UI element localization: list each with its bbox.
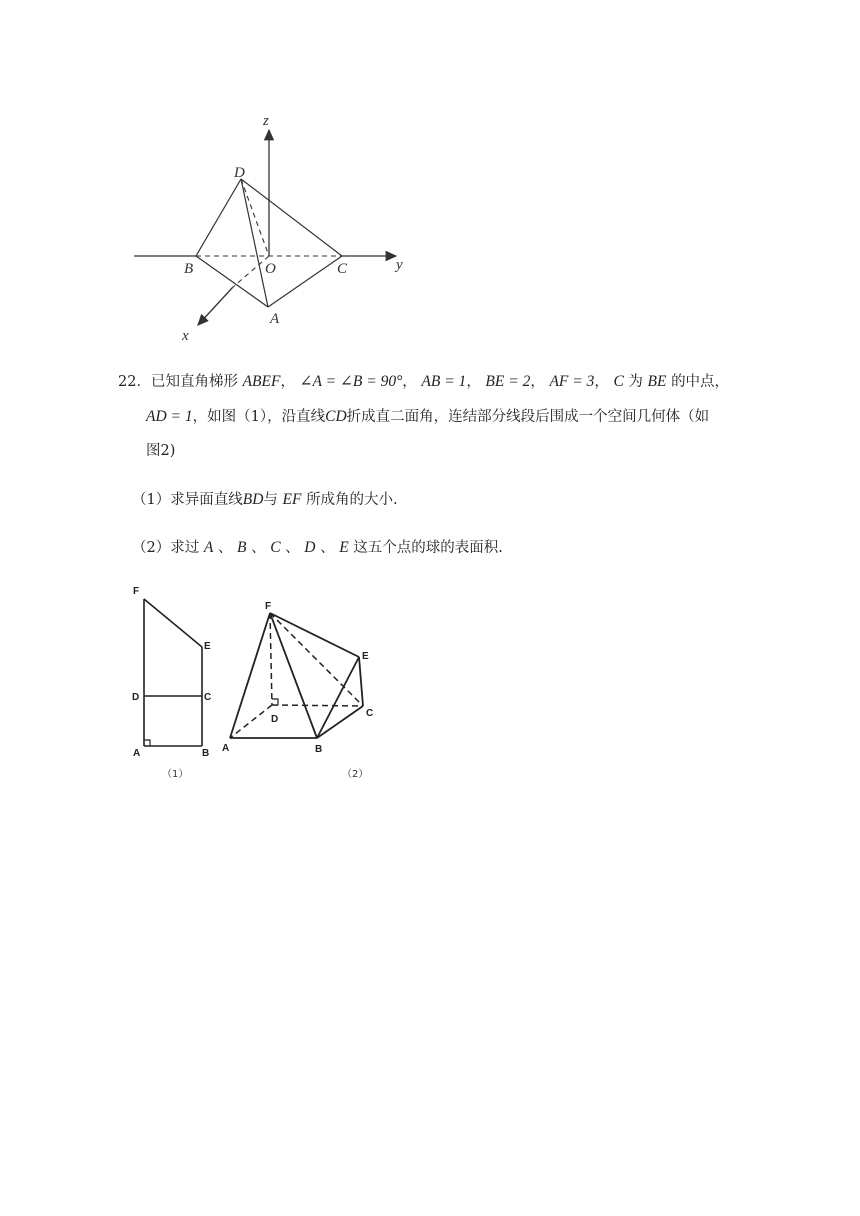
math-D: D [304, 539, 316, 556]
fig2-label-D: D [271, 714, 279, 725]
edge-CA [268, 256, 342, 307]
fig1-label-B: B [202, 748, 210, 759]
figure-coordinate-tetrahedron [120, 105, 430, 345]
math-BD: BD [242, 491, 264, 508]
math-angle: ∠A = ∠B = 90° [299, 373, 403, 390]
text: 与 [263, 492, 278, 508]
edge-BA [196, 256, 268, 307]
text: 已知直角梯形 [150, 374, 238, 390]
math-AD: AD = 1 [146, 408, 193, 425]
math-B: B [237, 539, 247, 556]
label-D: D [234, 165, 245, 181]
sep: ， [280, 374, 295, 390]
text: （2）求过 [132, 540, 200, 556]
fig2-label-C: C [366, 708, 374, 719]
fig1-edge-EF [144, 599, 202, 647]
text: 为 [628, 374, 643, 390]
fig1-label-F: F [133, 586, 140, 597]
fig2-edge-FA [230, 613, 270, 738]
sep: 、 [217, 540, 233, 556]
figure-trapezoid-and-solid [120, 575, 400, 790]
label-B: B [184, 261, 194, 277]
question-2 [132, 538, 503, 558]
fig2-edge-EC [359, 657, 363, 706]
sep: 、 [285, 540, 300, 556]
label-A: A [270, 311, 280, 327]
text: 这五个点的球的表面积. [353, 540, 503, 556]
label-y: y [396, 257, 403, 273]
problem-line-2 [146, 407, 709, 427]
math-A: A [203, 539, 214, 556]
math-BE-eq: BE = 2 [485, 373, 531, 390]
fig1-label-D: D [132, 692, 140, 703]
text: 所成角的大小. [306, 492, 398, 508]
text: （1）求异面直线 [132, 492, 243, 508]
problem-line-3 [146, 441, 175, 461]
math-EF: EF [282, 491, 302, 508]
label-x: x [182, 328, 189, 344]
math-ABEF: ABEF [242, 373, 281, 390]
fig2-right-angle-mark [272, 699, 278, 705]
math-C: C [613, 373, 624, 390]
sep: 、 [251, 540, 266, 556]
question-1 [132, 490, 398, 510]
text: 折成直二面角，连结部分线段后围成一个空间几何体（如 [346, 409, 710, 425]
problem-line-1 [118, 372, 729, 392]
sep: ， [466, 374, 481, 390]
fig1-right-angle-mark [144, 740, 150, 746]
edge-DC [241, 179, 342, 256]
fig1-label-E: E [204, 641, 211, 652]
label-O: O [265, 261, 276, 277]
fig2-edge-BC [317, 706, 363, 738]
fig2-edge-FD-dashed [270, 613, 272, 705]
fig2-label-A: A [222, 743, 230, 754]
math-AF: AF = 3 [549, 373, 595, 390]
label-C: C [337, 261, 348, 277]
sep: 、 [320, 540, 335, 556]
sep: ， [594, 374, 609, 390]
math-E: E [339, 539, 349, 556]
text: 的中点， [671, 374, 730, 390]
fig2-label-E: E [362, 651, 369, 662]
fig2-label-B: B [315, 744, 323, 755]
fig2-edge-BE [317, 657, 359, 738]
math-AB: AB = 1 [421, 373, 467, 390]
fig1-label-C: C [204, 692, 212, 703]
fig1-label-A: A [133, 748, 141, 759]
fig2-label-F: F [265, 601, 272, 612]
math-BE: BE [647, 373, 667, 390]
label-z: z [263, 113, 269, 129]
fig2-edge-FC-dashed [270, 613, 363, 706]
math-C: C [270, 539, 281, 556]
edge-DB [196, 179, 241, 256]
fig2-caption: （2） [342, 769, 369, 780]
x-axis [198, 287, 233, 325]
text: ，如图（1），沿直线 [192, 409, 326, 425]
math-CD: CD [325, 408, 347, 425]
sep: ， [530, 374, 545, 390]
problem-number: 22． [118, 374, 151, 390]
fig2-edge-DA-dashed [230, 705, 272, 738]
sep: ， [402, 374, 417, 390]
edge-AO-dashed [233, 256, 269, 287]
text: 图2) [146, 443, 176, 459]
fig1-caption: （1） [162, 769, 189, 780]
fig2-edge-DC-dashed [272, 705, 363, 706]
